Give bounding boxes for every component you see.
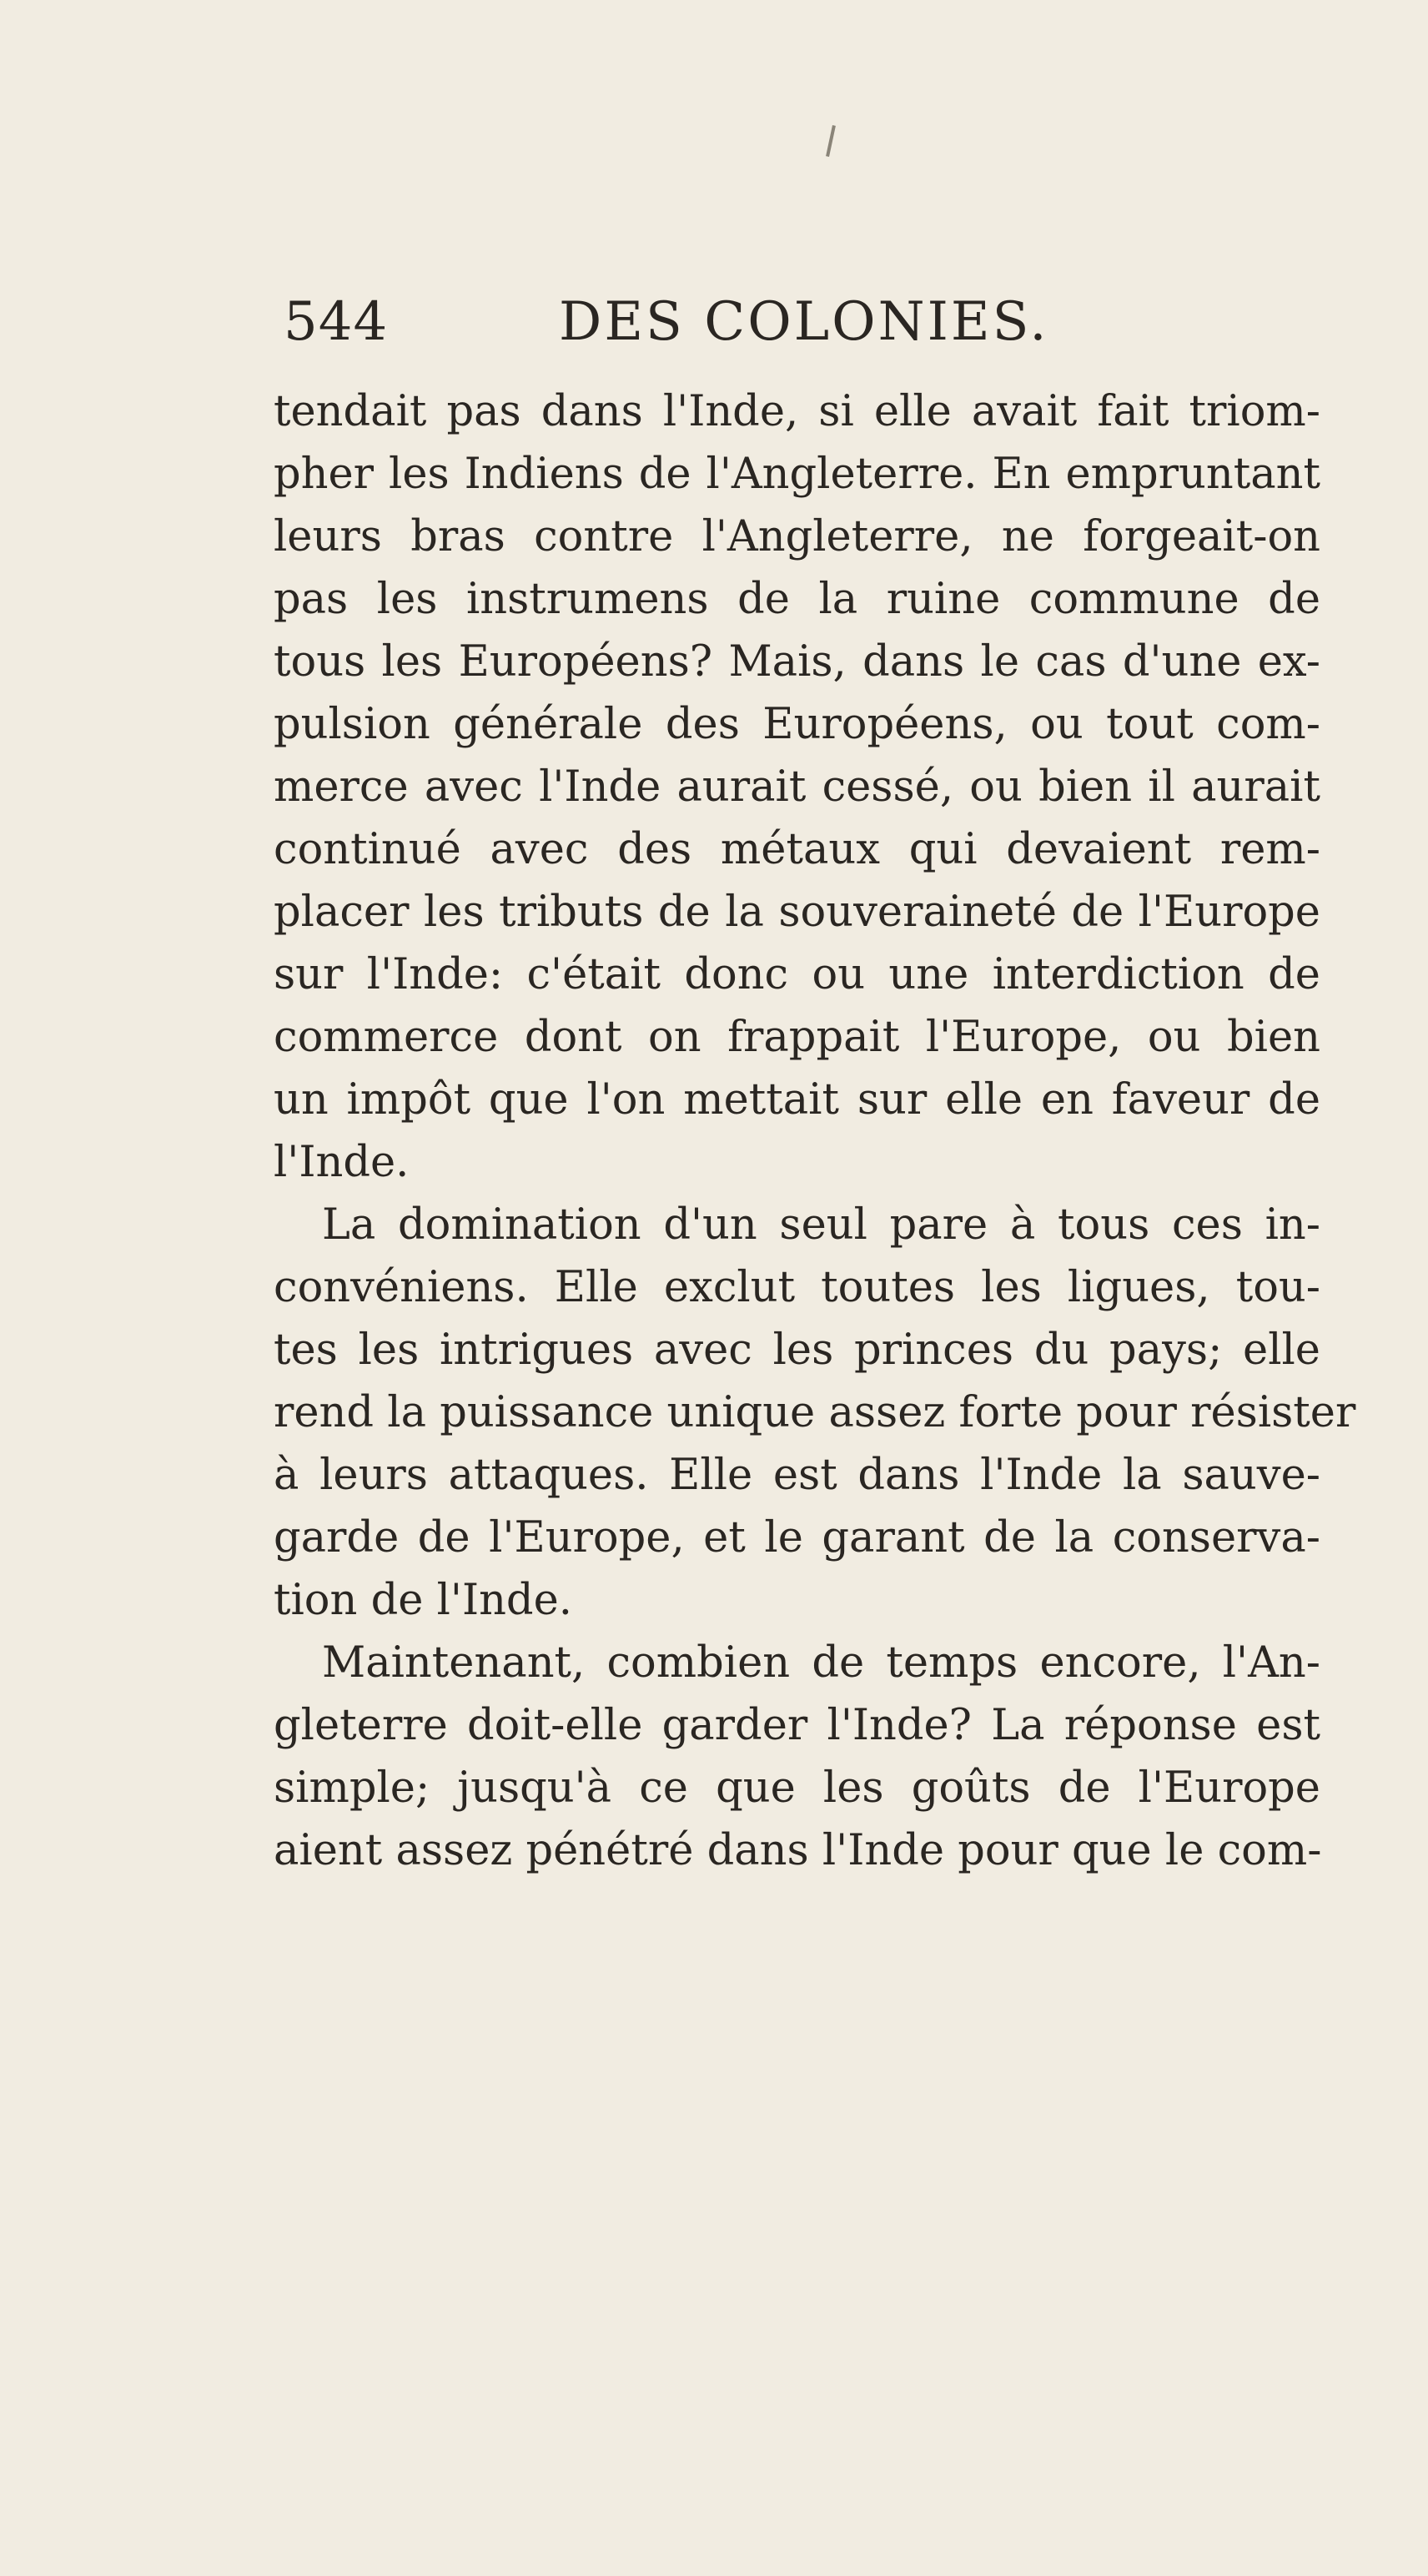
text-line: aient assez pénétré dans l'Inde pour que le com- <box>274 1826 1322 1875</box>
paragraph-start-line: La domination d'un seul pare à tous ces in- <box>322 1200 1320 1250</box>
text-line: garde de l'Europe, et le garant de la conserva- <box>274 1513 1320 1562</box>
text-line: à leurs attaques. Elle est dans l'Inde la sauve- <box>274 1451 1320 1500</box>
text-line: un impôt que l'on mettait sur elle en faveur de <box>274 1075 1320 1124</box>
paragraph-end-line: l'Inde. <box>274 1138 410 1187</box>
text-line: simple; jusqu'à ce que les goûts de l'Europe <box>274 1763 1320 1813</box>
text-line: gleterre doit-elle garder l'Inde? La réponse est <box>274 1701 1320 1750</box>
page-number: 544 <box>284 291 389 353</box>
text-line: continué avec des métaux qui devaient rem- <box>274 825 1320 874</box>
text-line: pulsion générale des Européens, ou tout com- <box>274 700 1320 749</box>
text-line: commerce dont on frappait l'Europe, ou bien <box>274 1013 1320 1062</box>
text-line: pas les instrumens de la ruine commune de <box>274 575 1320 624</box>
text-line: leurs bras contre l'Angleterre, ne forgeait-on <box>274 512 1320 561</box>
body-text <box>274 380 1356 1882</box>
running-title: DES COLONIES. <box>559 291 1049 353</box>
text-line: rend la puissance unique assez forte pour résister <box>274 1388 1356 1437</box>
text-line: sur l'Inde: c'était donc ou une interdiction de <box>274 950 1320 999</box>
paragraph-end-line: tion de l'Inde. <box>274 1576 572 1625</box>
text-line: convéniens. Elle exclut toutes les ligues, tou- <box>274 1263 1320 1312</box>
page-header <box>284 289 1318 355</box>
text-line: placer les tributs de la souveraineté de l'Europe <box>274 888 1320 937</box>
text-line: merce avec l'Inde aurait cessé, ou bien il aurait <box>274 762 1320 812</box>
paragraph-start-line: Maintenant, combien de temps encore, l'An- <box>322 1638 1320 1688</box>
text-line: tes les intrigues avec les princes du pays; elle <box>274 1326 1320 1375</box>
text-line: tous les Européens? Mais, dans le cas d'une ex- <box>274 637 1320 687</box>
pencil-mark <box>826 125 836 157</box>
text-line: pher les Indiens de l'Angleterre. En empruntant <box>274 450 1320 499</box>
text-line: tendait pas dans l'Inde, si elle avait fait triom- <box>274 387 1320 436</box>
